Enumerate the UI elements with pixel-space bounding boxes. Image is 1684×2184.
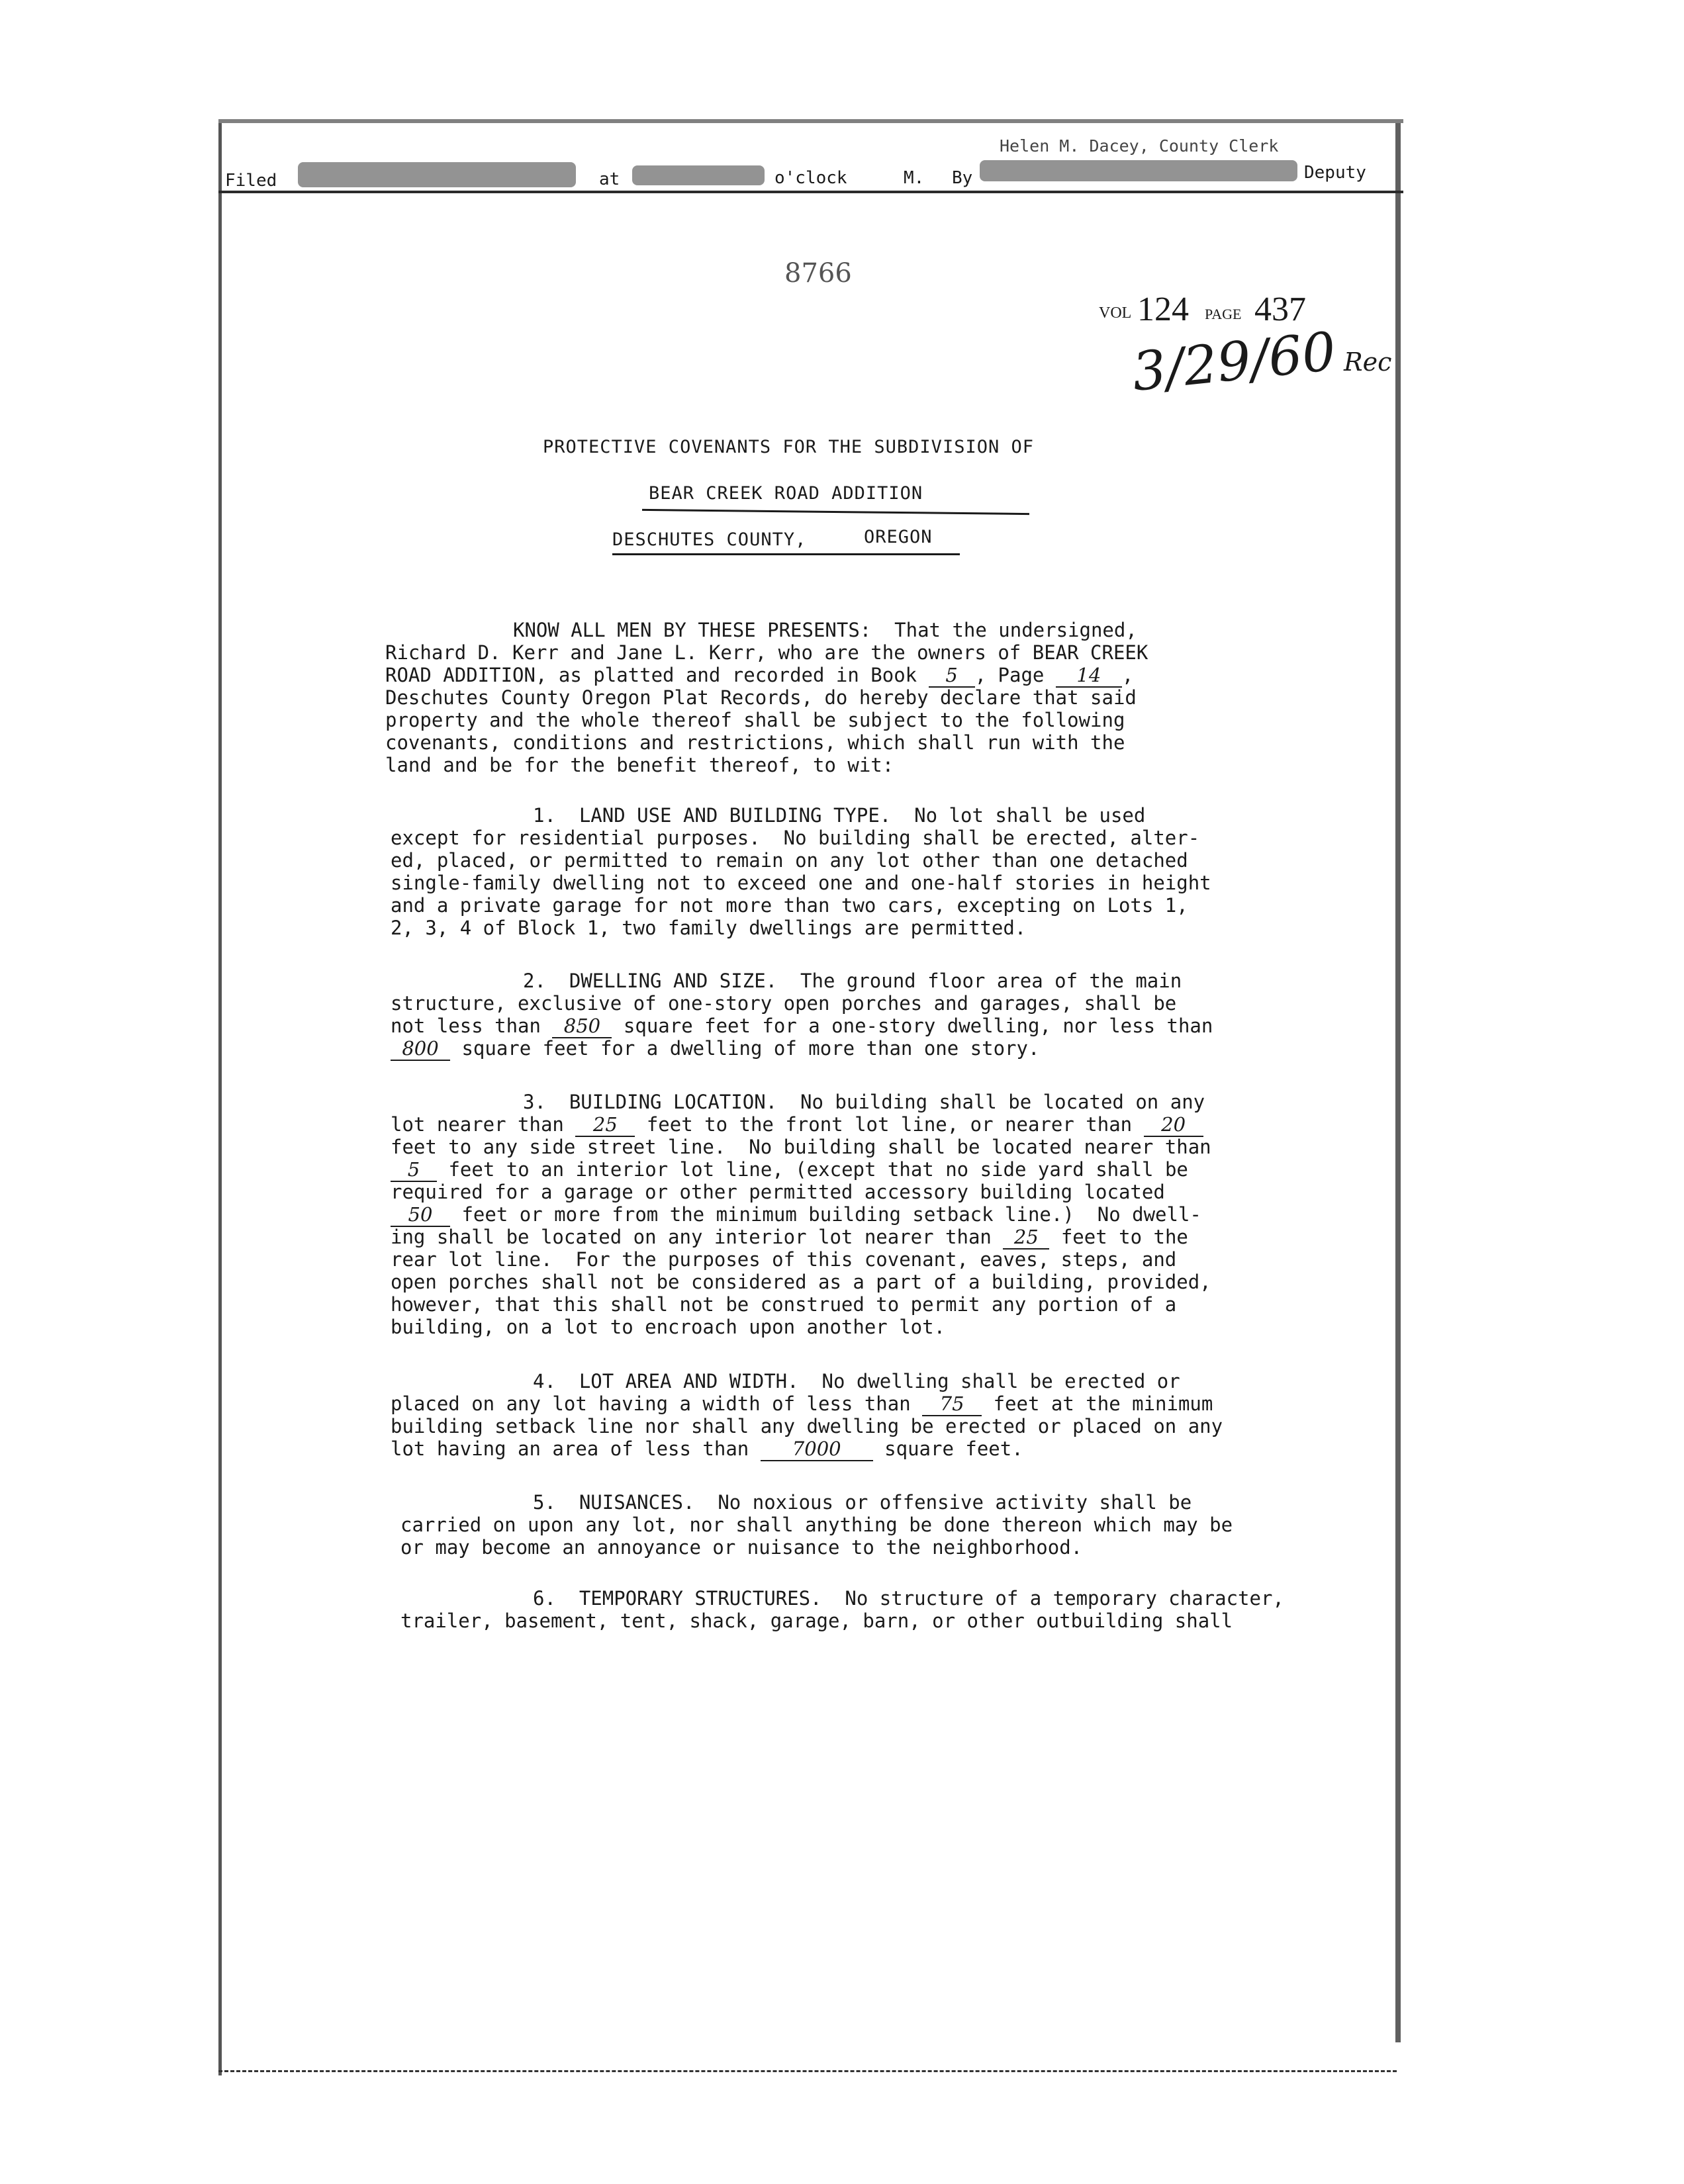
filed-date-redacted (298, 162, 576, 187)
covenant-3-line (391, 1203, 1201, 1227)
at-label: at (599, 169, 620, 189)
min-lot-width-value: 75 (922, 1392, 982, 1416)
intro-line: covenants, conditions and restrictions, which shall run with the (385, 731, 1125, 754)
covenant-4-text: placed on any lot having a width of less than (391, 1392, 923, 1415)
right-edge (1395, 123, 1401, 2042)
instrument-number: 8766 (784, 258, 852, 289)
covenant-2-line (391, 1015, 1213, 1038)
min-lot-area-value: 7000 (761, 1437, 873, 1461)
intro-text: , Page (974, 664, 1056, 686)
oclock-label: o'clock (774, 168, 847, 188)
covenant-6-line: trailer, basement, tent, shack, garage, barn, or other outbuilding shall (400, 1610, 1233, 1632)
covenant-5-line: or may become an annoyance or nuisance to the neighborhood. (400, 1536, 1083, 1559)
covenant-4-text: lot having an area of less than (391, 1437, 761, 1460)
covenant-3-text: feet to the front lot line, or nearer than (635, 1113, 1144, 1136)
accessory-distance-value: 50 (391, 1203, 450, 1227)
covenant-3-line: building, on a lot to encroach upon another lot. (391, 1316, 946, 1338)
subdivision-name: BEAR CREEK ROAD ADDITION (649, 483, 923, 504)
bottom-edge (218, 2070, 1397, 2072)
min-area-multi-story-value: 800 (391, 1037, 450, 1061)
covenant-1-heading: 1. LAND USE AND BUILDING TYPE. No lot shall be used (533, 804, 1146, 827)
covenant-1-line: except for residential purposes. No building shall be erected, alter- (391, 827, 1200, 849)
covenant-4-text: square feet. (872, 1437, 1023, 1460)
covenant-5-line: carried on upon any lot, nor shall anything be done thereon which may be (400, 1514, 1233, 1536)
covenant-3-line: rear lot line. For the purposes of this covenant, eaves, steps, and (391, 1248, 1177, 1271)
rear-setback-value: 25 (1003, 1226, 1049, 1250)
county-clerk: Helen M. Dacey, County Clerk (1000, 136, 1279, 156)
recording-date-handwritten: 3/29/60 (1129, 320, 1339, 403)
intro-line: Richard D. Kerr and Jane L. Kerr, who are the owners of BEAR CREEK (385, 641, 1148, 664)
covenant-4-text: feet at the minimum (982, 1392, 1213, 1415)
by-label: By (952, 168, 973, 188)
intro-line: property and the whole thereof shall be subject to the following (385, 709, 1125, 731)
min-area-one-story-value: 850 (552, 1015, 612, 1038)
covenant-3-line: however, that this shall not be construed to permit any portion of a (391, 1293, 1177, 1316)
covenant-4-line: building setback line nor shall any dwelling be erected or placed on any (391, 1415, 1223, 1437)
time-redacted (632, 165, 765, 185)
document-title: PROTECTIVE COVENANTS FOR THE SUBDIVISION OF (543, 437, 1034, 457)
book-number-handwritten: 5 (929, 664, 975, 688)
deputy-label: Deputy (1304, 163, 1366, 183)
covenant-1-line: single-family dwelling not to exceed one and one-half stories in height (391, 872, 1211, 894)
covenant-3-line (391, 1113, 1203, 1137)
covenant-2-text: not less than (391, 1015, 553, 1037)
intro-line: land and be for the benefit thereof, to wit: (385, 754, 894, 776)
covenant-3-line (391, 1158, 1188, 1182)
county-underline (612, 553, 960, 555)
covenant-2-line (391, 1037, 1039, 1061)
header-rule (218, 191, 1403, 193)
recording-rec-handwritten: Rec (1344, 347, 1392, 377)
covenant-3-text: feet to an interior lot line, (except that no side yard shall be (437, 1158, 1188, 1181)
m-label: M. (904, 168, 925, 188)
top-edge (218, 119, 1403, 123)
covenant-3-line (391, 1226, 1188, 1250)
covenant-1-line: and a private garage for not more than two cars, excepting on Lots 1, (391, 894, 1188, 917)
page-label: PAGE (1205, 306, 1242, 322)
covenant-4-line (391, 1437, 1023, 1461)
deputy-signature-redacted (980, 160, 1297, 181)
side-street-setback-value: 20 (1144, 1113, 1203, 1137)
left-edge (218, 123, 222, 2075)
intro-text: , (1121, 664, 1134, 686)
covenant-1-line: 2, 3, 4 of Block 1, two family dwellings are permitted. (391, 917, 1027, 939)
interior-setback-value: 5 (391, 1158, 437, 1182)
covenant-3-line: open porches shall not be considered as a part of a building, provided, (391, 1271, 1211, 1293)
volume-label: VOL (1099, 304, 1132, 322)
covenant-5-heading: 5. NUISANCES. No noxious or offensive activity shall be (533, 1491, 1192, 1514)
covenant-3-text: feet to the (1049, 1226, 1188, 1248)
covenant-3-text: lot nearer than (391, 1113, 576, 1136)
covenant-2-text: square feet for a dwelling of more than one story. (450, 1037, 1040, 1060)
state-name: OREGON (864, 527, 933, 547)
covenant-3-line: feet to any side street line. No building shall be located nearer than (391, 1136, 1211, 1158)
page-number-handwritten: 14 (1056, 664, 1122, 688)
intro-text: ROAD ADDITION, as platted and recorded in Book (385, 664, 929, 686)
filed-label: Filed (225, 171, 277, 191)
covenant-1-line: ed, placed, or permitted to remain on any lot other than one detached (391, 849, 1188, 872)
covenant-2-text: square feet for a one-story dwelling, nor less than (612, 1015, 1213, 1037)
county-name: DESCHUTES COUNTY, (612, 529, 807, 550)
volume-number: 124 (1137, 291, 1189, 328)
front-setback-value: 25 (575, 1113, 635, 1137)
intro-line-book-page (385, 664, 1133, 688)
covenant-4-line (391, 1392, 1213, 1416)
subdivision-underline (642, 509, 1029, 515)
intro-line: Deschutes County Oregon Plat Records, do hereby declare that said (385, 686, 1137, 709)
covenant-3-text: ing shall be located on any interior lot nearer than (391, 1226, 1004, 1248)
covenant-3-text: feet or more from the minimum building setback line.) No dwell- (450, 1203, 1201, 1226)
covenant-2-heading: 2. DWELLING AND SIZE. The ground floor area of the main (523, 970, 1182, 992)
covenant-2-line: structure, exclusive of one-story open porches and garages, shall be (391, 992, 1177, 1015)
covenant-6-heading: 6. TEMPORARY STRUCTURES. No structure of a temporary character, (533, 1587, 1284, 1610)
covenant-4-heading: 4. LOT AREA AND WIDTH. No dwelling shall be erected or (533, 1370, 1180, 1392)
intro-line: KNOW ALL MEN BY THESE PRESENTS: That the undersigned, (513, 619, 1137, 641)
covenant-3-line: required for a garage or other permitted accessory building located (391, 1181, 1165, 1203)
covenant-3-heading: 3. BUILDING LOCATION. No building shall be located on any (523, 1091, 1205, 1113)
page-number: 437 (1254, 291, 1306, 328)
